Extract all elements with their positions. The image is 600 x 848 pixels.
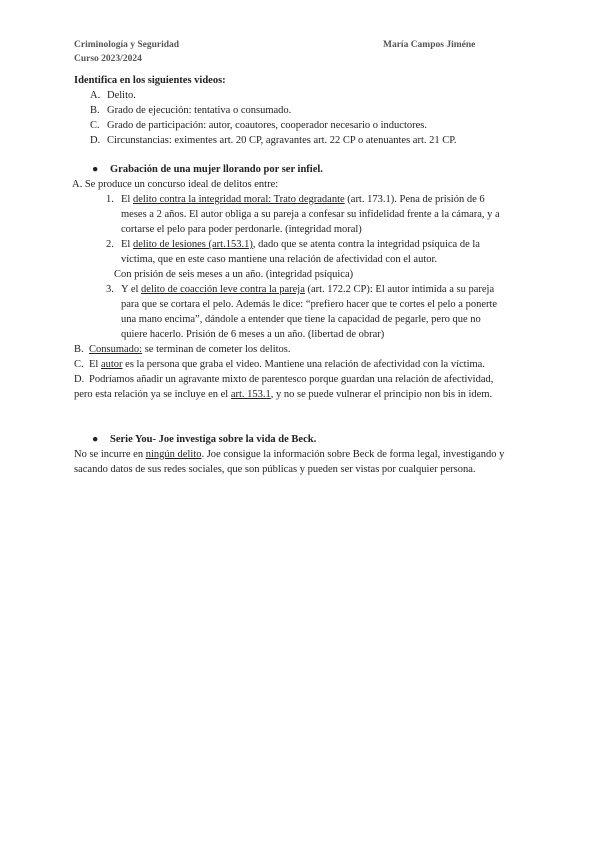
bullet-icon: ● — [92, 164, 99, 175]
crime-item: 1. El delito contra la integridad moral: Trato degradante (art. 173.1). Pena de prisión de 6 — [106, 194, 485, 205]
subject-title: Criminología y Seguridad — [74, 40, 180, 50]
case2-text: No se incurre en ningún delito. Joe consigue la información sobre Beck de forma legal, investigando y — [74, 449, 505, 460]
case1-heading — [74, 162, 529, 177]
crime-item: 2. El delito de lesiones (art.153.1), dado que se atenta contra la integridad psíquica de la — [106, 239, 480, 250]
bullet-icon: ● — [92, 434, 99, 445]
crime-item: 3. Y el delito de coacción leve contra la pareja (art. 172.2 CP): El autor intimida a su pareja — [106, 284, 495, 295]
instruction-item: B. Grado de ejecución: tentativa o consumado. — [90, 105, 292, 116]
crime-link: delito de coacción leve contra la pareja — [141, 284, 305, 295]
case2-heading — [74, 432, 529, 447]
case1-intro: A. Se produce un concurso ideal de delitos entre: — [72, 179, 279, 190]
case1-title: Grabación de una mujer llorando por ser infiel. — [110, 164, 323, 175]
document-body: Identifica en los siguientes videos: A. Delito. B. Grado de ejecución: tentativa o consumado. C. Grado de participación: autor, coautores, cooperador necesario o inductores. D. Circunstancias: eximentes art. 20 CP, agravantes art. 22 CP o atenuantes art. 21 CP. ● Grabación de una mujer llorando por ser infiel. A. Se produce un concurso ideal de delitos entre: 1. El delito contra la integridad moral: Trato degradante (art. 173.1). Pena de prisión de 6 meses a 2 años. El autor obliga a su pareja a confesar su infidelidad frente a la cámara, y a cortarse el pelo para poder perdonarle. (integridad moral) 2. El delito de lesiones (art.153.1), dado que se atenta contra la integridad psíquica de la víctima, que en este caso mantiene una relación de afectividad con el autor. Con prisión de seis meses a un año. (integridad psíquica) 3. Y el delito de coacción leve contra la pareja (art. 172.2 CP): El autor intimida a su pareja para que se cortara el pelo. Además le dice: “prefiero hacer que te cortes el pelo a ponerte una mano encima”, dándole a entender que tiene la capacidad de pegarle, pero que no quiere hacerlo. Prisión de 6 meses a un año. (libertad de obrar) B. Consumado: se terminan de cometer los delitos. C. El autor es la persona que graba el video. Mantiene una relación de afectividad con la víctima. D. Podríamos añadir un agravante mixto de parentesco porque guardan una relación de afectividad, pero esta relación ya se incluye en el art. 153.1, y no se puede vulnerar el principio non bis in idem. ● Serie You- Joe investiga sobre la vida de Beck. No se incurre en ningún delito. Joe consigue la información sobre Beck de forma legal, investigando y sacando datos de sus redes sociales, que son públicas y pueden ser vistas por cualquier persona. — [74, 73, 529, 477]
section-d: D. Podríamos añadir un agravante mixto de parentesco porque guardan una relación de afectividad, — [74, 374, 494, 385]
instructions-title: Identifica en los siguientes videos: — [74, 75, 226, 86]
instruction-item: A. Delito. — [90, 90, 136, 101]
case2-title: Serie You- Joe investiga sobre la vida de Beck. — [110, 434, 317, 445]
section-c: C. El autor es la persona que graba el video. Mantiene una relación de afectividad con la víctima. — [74, 359, 485, 370]
course-year: Curso 2023/2024 — [74, 54, 142, 64]
instruction-item: D. Circunstancias: eximentes art. 20 CP, agravantes art. 22 CP o atenuantes art. 21 CP. — [90, 135, 457, 146]
instruction-item: C. Grado de participación: autor, coautores, cooperador necesario o inductores. — [90, 120, 427, 131]
author-name: María Campos Jiméne — [383, 40, 476, 50]
section-b: B. Consumado: se terminan de cometer los delitos. — [74, 344, 291, 355]
crime-link: delito de lesiones (art.153.1) — [132, 239, 253, 250]
section-d-cont: pero esta relación ya se incluye en el art. 153.1, y no se puede vulnerar el principio non bis in idem. — [74, 389, 493, 400]
crime-link: delito contra la integridad moral: Trato degradante — [132, 194, 345, 205]
header-left — [74, 38, 179, 66]
